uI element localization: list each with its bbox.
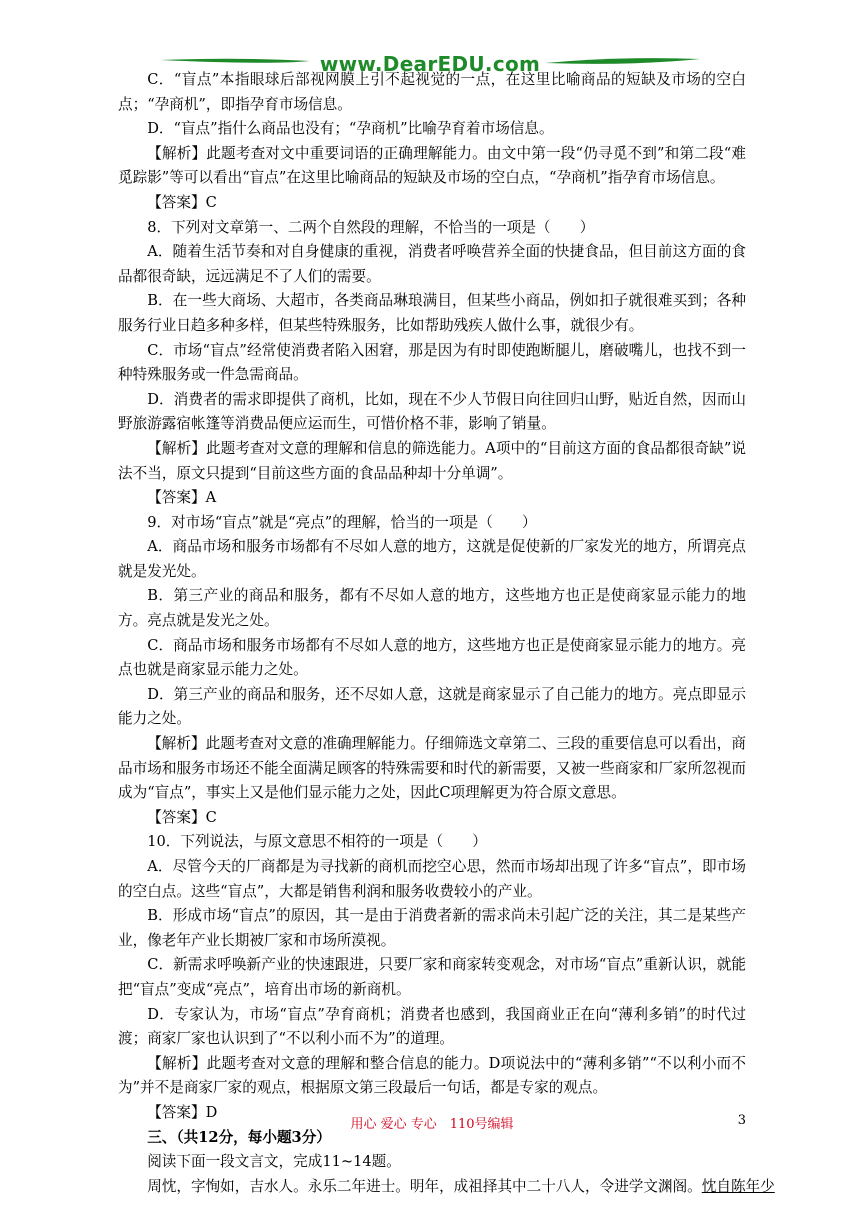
paragraph: 【答案】D [147,1103,218,1121]
header-site-name: www.DearEDU.com [319,52,541,76]
paragraph: C．商品市场和服务市场都有不尽如人意的地方，这些地方也正是使商家显示能力的地方。亮点也就是商家显示能力之处。 [118,636,746,679]
paragraph: D．专家认为，市场“盲点”孕育商机；消费者也感到，我国商业正在向“薄利多销”的时代过渡；商家厂家也认识到了“不以利小而不为”的道理。 [118,1005,746,1048]
paragraph: 【解析】此题考查对文意的理解和信息的筛选能力。A项中的“目前这方面的食品都很奇缺”说法不当，原文只提到“目前这些方面的食品品种却十分单调”。 [118,439,746,482]
footer-note: 用心 爱心 专心 110号编辑 [350,1117,514,1132]
paragraph: 阅读下面一段文言文，完成11~14题。 [147,1153,401,1171]
paragraph: A．尽管今天的厂商都是为寻找新的商机而挖空心思，然而市场却出现了许多“盲点”，即市场的空白点。这些“盲点”，大都是销售利润和服务收费较小的产业。 [118,858,746,900]
paragraph: 10．下列说法，与原文意思不相符的一项是（ ） [147,833,487,851]
document-body [118,68,775,1199]
underlined-sentence: 忱自陈年少 [701,1177,775,1195]
paragraph: D．消费者的需求即提供了商机，比如，现在不少人节假日向往回归山野，贴近自然，因而山野旅游露宿帐篷等消费品便应运而生，可惜价格不菲，影响了销量。 [118,390,746,433]
paragraph: 【答案】C [147,808,217,826]
page-footer [118,1113,746,1133]
paragraph: A．商品市场和服务市场都有不尽如人意的地方，这就是促使新的厂家发光的地方，所谓亮点就是发光处。 [118,538,746,580]
classical-text-paragraph [118,1175,775,1200]
paragraph: 【答案】C [147,193,217,211]
paragraph: C．新需求呼唤新产业的快速跟进，只要厂家和商家转变观念，对市场“盲点”重新认识，就能把“盲点”变成“亮点”，培育出市场的新商机。 [118,956,746,998]
paragraph: C．市场“盲点”经常使消费者陷入困窘，那是因为有时即使跑断腿儿，磨破嘴儿，也找不到一种特殊服务或一件急需商品。 [118,341,746,384]
paragraph: 【答案】A [147,489,217,507]
paragraph: B．第三产业的商品和服务，都有不尽如人意的地方，这些地方也正是使商家显示能力的地方。亮点就是发光之处。 [118,587,746,630]
paragraph: D．“盲点”指什么商品也没有；“孕商机”比喻孕育着市场信息。 [147,120,554,138]
paragraph: D．第三产业的商品和服务，还不尽如人意，这就是商家显示了自己能力的地方。亮点即显示能力之处。 [118,685,746,728]
paragraph: B．形成市场“盲点”的原因，其一是由于消费者新的需求尚未引起广泛的关注，其二是某些产业，像老年产业长期被厂家和市场所漠视。 [118,907,746,949]
paragraph: 9．对市场“盲点”就是“亮点”的理解，恰当的一项是（ ） [147,513,537,531]
paragraph: C．“盲点”本指眼球后部视网膜上引不起视觉的一点，在这里比喻商品的短缺及市场的空白点；“孕商机”，即指孕育市场信息。 [118,71,746,113]
paragraph: 【解析】此题考查对文意的准确理解能力。仔细筛选文章第二、三段的重要信息可以看出，商品市场和服务市场还不能全面满足顾客的特殊需要和时代的新需要，又被一些商家和厂家所忽视而成为“盲点”，事实上又是他们显示能力之处，因此C项理解更为符合原文意思。 [118,735,746,802]
section-heading: 三、（共12分，每小题3分） [147,1128,331,1146]
paragraph: 【解析】此题考查对文中重要词语的正确理解能力。由文中第一段“仍寻觅不到”和第二段“难觅踪影”等可以看出“盲点”在这里比喻商品的短缺及市场的空白点，“孕商机”指孕育市场信息。 [118,144,746,187]
page-number: 3 [737,1113,746,1128]
paragraph: A．随着生活节奏和对自身健康的重视，消费者呼唤营养全面的快捷食品，但目前这方面的食品都很奇缺，远远满足不了人们的需要。 [118,243,746,285]
paragraph: 8．下列对文章第一、二两个自然段的理解，不恰当的一项是（ ） [147,218,595,236]
paragraph: 【解析】此题考查对文意的理解和整合信息的能力。D项说法中的“薄利多销”“不以利小而不为”并不是商家厂家的观点，根据原文第三段最后一句话，都是专家的观点。 [118,1054,746,1097]
classical-text: 周忱，字恂如，吉水人。永乐二年进士。明年，成祖择其中二十八人，令进学文渊阁。 [147,1177,702,1195]
paragraph: B．在一些大商场、大超市，各类商品琳琅满目，但某些小商品，例如扣子就很难买到；各种服务行业日趋多种多样，但某些特殊服务，比如帮助残疾人做什么事，就很少有。 [118,292,746,334]
